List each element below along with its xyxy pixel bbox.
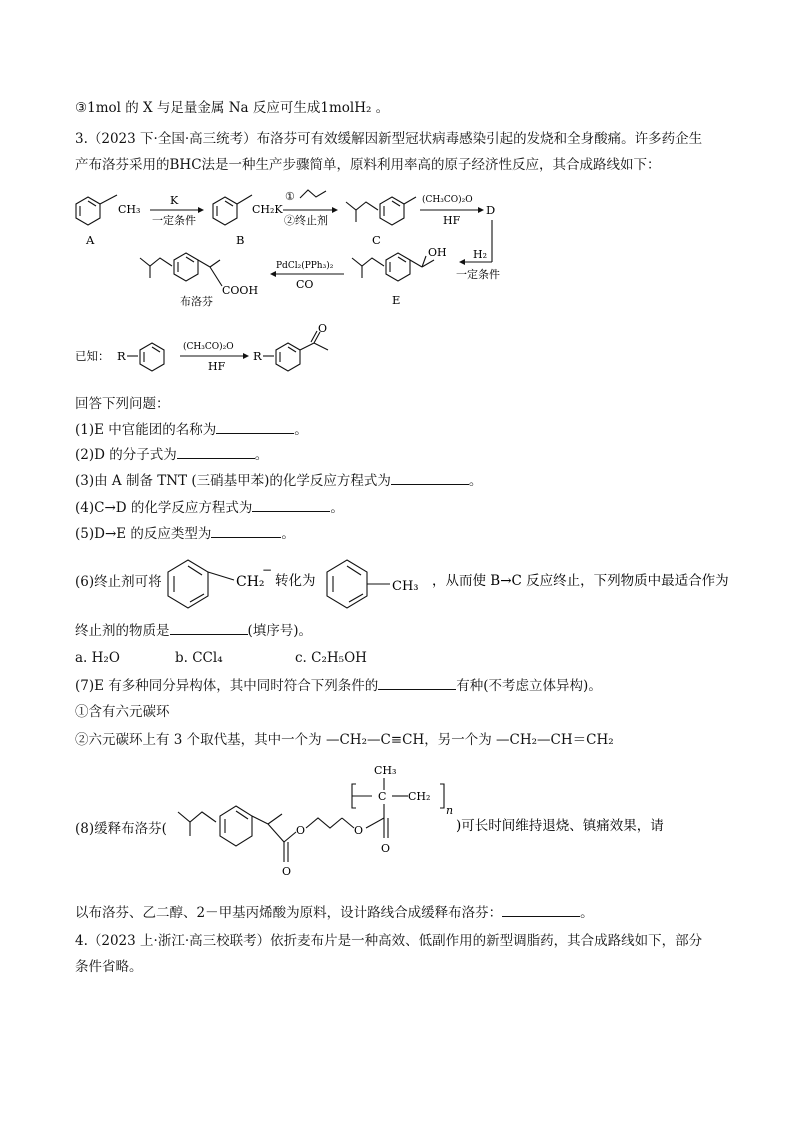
q3-part6-pre: (6)终止剂可将 bbox=[75, 574, 162, 590]
q3-part6-options bbox=[75, 649, 367, 667]
label-c: C bbox=[372, 233, 381, 247]
r1-bottom: 一定条件 bbox=[152, 214, 196, 227]
label-b: B bbox=[236, 233, 245, 247]
q3-part4: (4)C→D 的化学反应方程式为 。 bbox=[75, 500, 344, 516]
q4-line2: 条件省略。 bbox=[75, 959, 143, 975]
compound-c-structure bbox=[346, 197, 416, 247]
r1-top: K bbox=[170, 194, 179, 207]
p8-o1: O bbox=[282, 865, 292, 878]
known-top: (CH₃CO)₂O bbox=[183, 342, 234, 352]
q3-part7-cond1: ①含有六元碳环 bbox=[75, 704, 170, 720]
known-bottom: HF bbox=[208, 360, 226, 373]
p8-ch2: CH₂ bbox=[408, 790, 431, 803]
compound-b-structure bbox=[213, 195, 283, 247]
slow-release-ibuprofen bbox=[0, 760, 800, 890]
p8-o3: O bbox=[354, 824, 364, 837]
answer-blank-7[interactable] bbox=[378, 677, 456, 690]
e-oh: OH bbox=[428, 246, 447, 259]
r4-top: H₂ bbox=[473, 248, 488, 261]
known-r2: R bbox=[253, 349, 262, 363]
ibuprofen-structure bbox=[140, 253, 258, 308]
q3-part8-line2: 以布洛芬、乙二醇、2－甲基丙烯酸为原料，设计路线合成缓释布洛芬： 。 bbox=[75, 905, 594, 921]
synthesis-scheme bbox=[0, 180, 800, 320]
q3-part8-pre: (8)缓释布洛芬( bbox=[75, 821, 167, 837]
p6-ch3: CH₃ bbox=[392, 579, 419, 594]
answer-blank-5[interactable] bbox=[211, 525, 281, 538]
p6-minus: − bbox=[262, 563, 273, 577]
q3-part6-line2: 终止剂的物质是 (填序号)。 bbox=[75, 623, 313, 639]
p8-o4: O bbox=[381, 842, 391, 855]
ibuprofen-cooh: COOH bbox=[222, 284, 259, 297]
option-c: c. C₂H₅OH bbox=[295, 650, 367, 666]
label-e: E bbox=[392, 293, 401, 307]
q3-intro-line1: 3.（2023 下·全国·高三统考）布洛芬可有效缓解因新型冠状病毒感染引起的发烧和全身酸痛。许多药企生 bbox=[75, 131, 703, 147]
p6-structures bbox=[0, 550, 800, 610]
answer-blank-3[interactable] bbox=[391, 472, 469, 485]
answer-prompt: 回答下列问题： bbox=[75, 396, 170, 412]
compound-e-structure bbox=[352, 246, 447, 307]
p8-o2: O bbox=[296, 824, 306, 837]
q3-part7-cond2: ②六元碳环上有 3 个取代基，其中一个为 —CH₂—C≡CH，另一个为 —CH₂—CH＝CH₂ bbox=[75, 732, 614, 748]
known-o: O bbox=[318, 322, 328, 335]
p8-n: n bbox=[446, 804, 454, 817]
answer-blank-4[interactable] bbox=[252, 499, 330, 512]
option-b: b. CCl₄ bbox=[175, 650, 223, 666]
p6-mid: 转化为 bbox=[275, 573, 316, 589]
q3-intro-line2: 产布洛芬采用的BHC法是一种生产步骤简单，原料利用率高的原子经济性反应，其合成路线如下： bbox=[75, 157, 661, 173]
q3-part1: (1)E 中官能团的名称为 。 bbox=[75, 422, 308, 438]
answer-blank-2[interactable] bbox=[177, 446, 255, 459]
q4-line1: 4.（2023 上·浙江·高三校联考）依折麦布片是一种高效、低副作用的新型调脂药，其合成路线如下，部分 bbox=[75, 933, 703, 949]
p8-c: C bbox=[378, 790, 387, 803]
known-r1: R bbox=[117, 349, 126, 363]
r2-bottom: ②终止剂 bbox=[284, 214, 328, 227]
q3-part3: (3)由 A 制备 TNT (三硝基甲苯)的化学反应方程式为 。 bbox=[75, 473, 483, 489]
compound-a-structure bbox=[76, 195, 140, 247]
q3-part2: (2)D 的分子式为 。 bbox=[75, 447, 269, 463]
p6-post: ，从而使 B→C 反应终止，下列物质中最适合作为 bbox=[432, 573, 729, 589]
p8-post: )可长时间维持退烧、镇痛效果，请 bbox=[456, 818, 664, 834]
r5-top: PdCl₂(PPh₃)₂ bbox=[276, 261, 334, 271]
p8-ch3: CH₃ bbox=[374, 764, 397, 777]
answer-blank-1[interactable] bbox=[216, 421, 294, 434]
known-label: 已知： bbox=[75, 349, 110, 363]
q3-part5: (5)D→E 的反应类型为 。 bbox=[75, 526, 295, 542]
option-a: a. H₂O bbox=[75, 650, 120, 666]
p6-ch2: CH₂ bbox=[236, 574, 265, 590]
answer-blank-8[interactable] bbox=[502, 904, 580, 917]
r2-top: ① bbox=[285, 190, 295, 203]
statement-3: ③1mol 的 X 与足量金属 Na 反应可生成1molH₂ 。 bbox=[75, 100, 390, 116]
r3-top: (CH₃CO)₂O bbox=[422, 195, 473, 205]
b-ch2k: CH₂K bbox=[252, 203, 283, 216]
r3-bottom: HF bbox=[443, 214, 461, 227]
label-d: D bbox=[486, 203, 496, 217]
label-ibuprofen: 布洛芬 bbox=[180, 295, 213, 308]
a-ch3: CH₃ bbox=[118, 203, 141, 216]
r5-bottom: CO bbox=[296, 278, 314, 291]
q3-part7: (7)E 有多种同分异构体，其中同时符合下列条件的 有种(不考虑立体异构)。 bbox=[75, 678, 602, 694]
r4-bottom: 一定条件 bbox=[456, 268, 500, 281]
answer-blank-6[interactable] bbox=[170, 622, 248, 635]
label-a: A bbox=[86, 233, 95, 247]
known-reaction bbox=[0, 322, 800, 380]
